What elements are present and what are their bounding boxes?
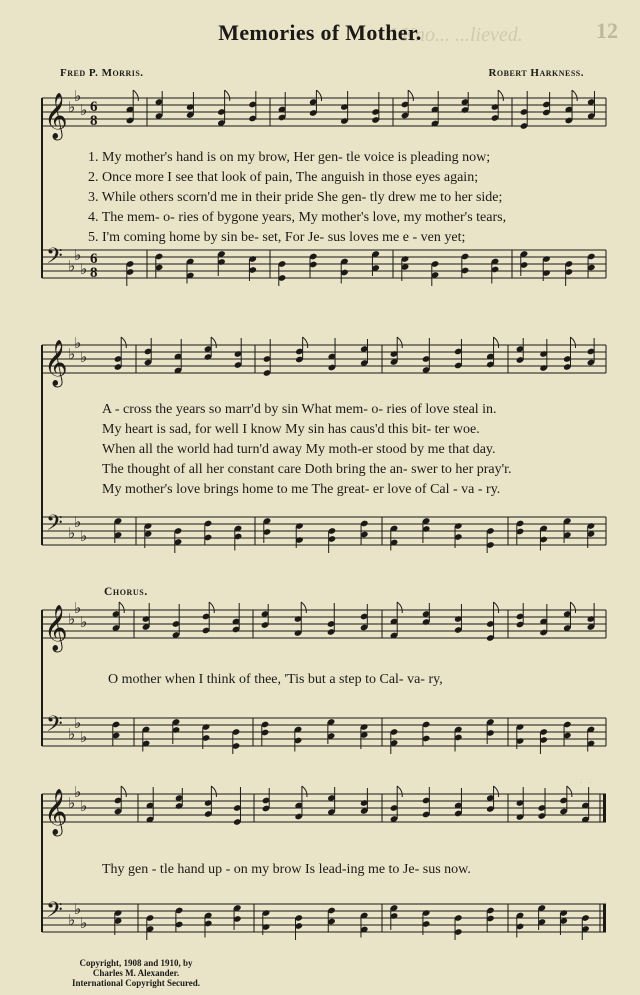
chorus-line-1: O mother when I think of thee, 'Tis but a step to Cal- va- ry, [108, 672, 443, 687]
verse-3-line-1: 3. While others scorn'd me in their pride She gen- tly drew me to her side; [88, 190, 503, 205]
flat-icon: ♭ [80, 797, 88, 815]
flat-icon: ♭ [68, 257, 76, 275]
note-group [114, 786, 590, 826]
verse-5-line-1: 5. I'm coming home by sin be- set, For Je- sus loves me e - ven yet; [88, 230, 466, 245]
note-group [126, 250, 596, 286]
bass-clef-icon: 𝄢 [46, 898, 63, 928]
verse-2-line-2: My heart is sad, for well I know My sin has caus'd this bit- ter woe. [102, 422, 480, 437]
flat-icon: ♭ [74, 513, 82, 531]
verse-2-line-1: 2. Once more I see that look of pain, The anguish in those eyes again; [88, 170, 479, 185]
composer-credit: Robert Harkness. [488, 67, 584, 79]
flat-icon: ♭ [80, 527, 88, 545]
lyricist-credit: Fred P. Morris. [60, 67, 144, 79]
flat-icon: ♭ [80, 348, 88, 366]
treble-clef-icon: 𝄞 [44, 340, 68, 386]
flat-icon: ♭ [68, 911, 76, 929]
time-signature-top: 6 [90, 99, 98, 115]
flat-icon: ♭ [80, 914, 88, 932]
verse-4-line-2: The thought of all her constant care Doth bring the an- swer to her pray'r. [102, 462, 512, 477]
chorus-label: Chorus. [104, 586, 148, 598]
bass-clef-icon: 𝄢 [46, 712, 63, 742]
flat-icon: ♭ [74, 90, 82, 105]
treble-clef-icon: 𝄞 [44, 789, 68, 835]
verse-1-line-2: A - cross the years so marr'd by sin What mem- o- ries of love steal in. [102, 402, 497, 417]
hymn-title: Memories of Mother. [218, 20, 422, 45]
note-group [114, 517, 596, 553]
note-group [114, 904, 590, 940]
time-signature-top: 6 [90, 251, 98, 267]
flat-icon: ♭ [68, 610, 76, 628]
flat-icon: ♭ [80, 728, 88, 746]
chorus-line-2: Thy gen - tle hand up - on my brow Is lead-ing me to Je- sus now. [102, 862, 471, 877]
note-group [112, 718, 596, 754]
copyright-line-1: Copyright, 1908 and 1910, by [79, 958, 193, 968]
flat-icon: ♭ [68, 725, 76, 743]
final-barline [603, 904, 606, 932]
flat-icon: ♭ [74, 246, 82, 264]
time-signature-bottom: 8 [90, 265, 98, 281]
verse-1-line-1: 1. My mother's hand is on my brow, Her gen- tle voice is pleading now; [88, 150, 491, 165]
flat-icon: ♭ [80, 260, 88, 278]
copyright-line-2: Charles M. Alexander. [92, 968, 180, 978]
copyright-line-3: International Copyright Secured. [71, 978, 201, 988]
flat-icon: ♭ [74, 900, 82, 918]
treble-clef-icon: 𝄞 [44, 93, 68, 139]
verse-4-line-1: 4. The mem- o- ries of bygone years, My mother's love, my mother's tears, [88, 210, 507, 225]
flat-icon: ♭ [74, 714, 82, 732]
note-group [114, 337, 596, 377]
flat-icon: ♭ [68, 794, 76, 812]
flat-icon: ♭ [68, 345, 76, 363]
treble-clef-icon: 𝄞 [44, 605, 68, 651]
note-group [126, 90, 596, 130]
flat-icon: ♭ [74, 335, 82, 352]
bass-clef-icon: 𝄢 [46, 244, 63, 274]
flat-icon: ♭ [74, 783, 82, 801]
verse-5-line-2: My mother's love brings home to me The great- er love of Cal - va - ry. [102, 482, 501, 497]
flat-icon: ♭ [68, 98, 76, 116]
final-barline [603, 794, 606, 822]
flat-icon: ♭ [68, 524, 76, 542]
bass-clef-icon: 𝄢 [46, 511, 63, 541]
page-number: 12 [596, 18, 618, 43]
note-group [112, 602, 596, 642]
time-signature-bottom: 8 [90, 113, 98, 129]
flat-icon: ♭ [80, 613, 88, 631]
flat-icon: ♭ [80, 101, 88, 119]
bleed-through-text: I Kno... ...lieved. [390, 24, 523, 46]
copyright-notice [56, 958, 216, 988]
verse-3-line-2: When all the world had turn'd away My moth-er stood by me that day. [102, 442, 496, 457]
flat-icon: ♭ [74, 599, 82, 617]
